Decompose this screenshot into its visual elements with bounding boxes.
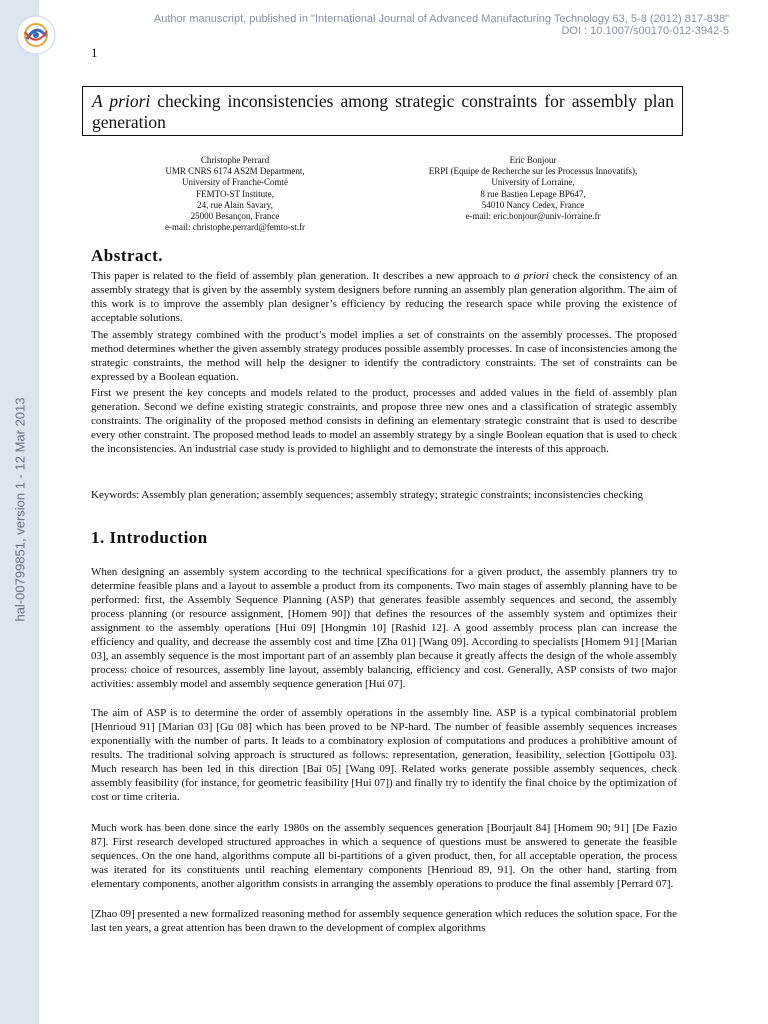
author-1-email: e-mail: christophe.perrard@femto-st.fr [165,222,305,233]
hal-logo-icon [15,14,57,56]
title-rest: checking inconsistencies among strategic constraints for assembly plan generation [92,91,674,132]
intro-paragraph-3: Much work has been done since the early 1980s on the assembly sequences generation [Bourjault 84] [Homem 90; 91] [De Fazio 87]. First research developed structured approaches in which a sequence of questions must be answered to generate the feasible sequences. On the one hand, algorithms compute all bi-partitions of a given product, then, for all acceptable operation, the process was iterated for its constituents until reaching elementary components [Henrioud 89, 91]. On the other hand, starting from elementary components, another algorithm consists in arranging the assembly operations to produce the final assembly [Perrard 07]. [91,822,677,890]
author-block-2 [393,155,673,222]
author-2-street: 8 rue Bastien Lepage BP647, [480,188,586,199]
abstract-p1-end: check the consistency of an assembly strategy that is given by the assembly system designers before running an assembly plan generation algorithm. The aim of this work is to improve the assembly plan designer’s efficiency by reducing the research space while proving the existence of acceptable solutions. [91,270,677,324]
author-2-name: Eric Bonjour [509,155,557,165]
author-1-university: University of Franche-Comté [182,177,288,188]
author-2-email: e-mail: eric.bonjour@univ-lorraine.fr [465,211,601,222]
author-1-street: 24, rue Alain Savary, [197,199,273,210]
abstract-paragraph-1 [91,269,677,325]
abstract-paragraph-2: The assembly strategy combined with the product’s model implies a set of constraints on the assembly processes. The proposed method determines whether the given assembly strategy produces possible assembly processes. In case of inconsistencies among the strategic constraints, the method will help the designer to identify the contradictory constraints. The set of constraints can be expressed by a Boolean equation. [91,329,677,383]
hal-identifier: hal-00799851, version 1 - 12 Mar 2013 [12,397,28,622]
author-2-university: University of Lorraine, [491,177,575,188]
introduction-heading: 1. Introduction [91,528,208,547]
author-1-city: 25000 Besançon, France [190,211,280,222]
intro-paragraph-2: The aim of ASP is to determine the order of assembly operations in the assembly line. ASP is a typical combinatorial problem [Henrioud 91] [Marian 03] [Gu 08] which has been proved to be NP-hard. The number of feasible assembly sequences increases exponentially with the number of parts. It leads to a combinatory explosion of computations and produces a prohibitive amount of results. The traditional solving approach is structured as follows: representation, generation, feasibility, selection [Gottipolu 03]. Much research has been led in this direction [Bai 05] [Wang 09]. Related works generate possible assembly sequences, check assembly feasibility (for instance, for geometric feasibility [Hui 07]) and finally try to identify the final choice by the optimization of cost or time criteria. [91,707,677,803]
author-2-city: 54010 Nancy Cedex, France [481,199,585,210]
keywords: Keywords: Assembly plan generation; assembly sequences; assembly strategy; strategic constraints; inconsistencies checking [91,489,644,501]
paper-title [82,86,683,136]
abstract-paragraph-3: First we present the key concepts and models related to the product, processes and added values in the field of assembly plan generation. Second we define existing strategic constraints, and propose three new ones and a classification of strategic assembly constraints. The originality of the proposed method consists in defining an elementary strategic constraint that is used to describe every other constraint. The proposed method leads to model an assembly strategy by a single Boolean equation that is used to check the inconsistencies. An industrial case study is provided to highlight and to demonstrate the interests of this approach. [91,387,677,455]
publication-info: Author manuscript, published in "International Journal of Advanced Manufacturing Technology 63, 5-8 (2012) 817-838" [153,13,729,25]
doi: DOI : 10.1007/s00170-012-3942-5 [561,25,729,37]
abstract-heading: Abstract. [91,246,164,265]
intro-paragraph-4: [Zhao 09] presented a new formalized reasoning method for assembly sequence generation which reduces the solution space. For the last ten years, a great attention has been drawn to the development of complex algorithms [91,908,677,934]
abstract-p1-start: This paper is related to the field of assembly plan generation. It describes a new approach to [91,270,515,282]
author-1-institute: FEMTO-ST Institute, [196,188,274,199]
page-number: 1 [91,45,98,60]
author-1-affiliation: UMR CNRS 6174 AS2M Department, [165,166,305,177]
author-1-name: Christophe Perrard [200,155,270,165]
author-block-1 [95,155,375,233]
author-2-affiliation: ERPI (Equipe de Recherche sur les Processus Innovatifs), [428,166,638,177]
title-italic: A priori [92,91,151,111]
abstract-p1-italic: a priori [514,270,549,282]
intro-paragraph-1: When designing an assembly system according to the technical specifications for a given product, the assembly planners try to determine feasible plans and a layout to assemble a product from its components. Two main stages of assembly planning have to be performed: first, the Assembly Sequence Planning (ASP) that generates feasible assembly sequences and second, the assembly process planning (or resource assignment, [Homem 90]) that defines the resources of the assembly system and optimizes their assignment to the assembly operations [Hui 09] [Hongmin 10] [Rashid 12]. A good assembly process plan can increase the efficiency and quality, and decrease the assembly cost and time [Zha 01] [Wang 09]. According to specialists [Homem 91] [Marian 03], an assembly sequence is the most important part of an assembly plan because it greatly affects the design of the whole assembly process: choice of resources, assembly line layout, assembly balancing, efficiency and cost. Generally, ASP consists of two major activities: assembly model and assembly sequence generation [Hui 07]. [91,566,677,690]
